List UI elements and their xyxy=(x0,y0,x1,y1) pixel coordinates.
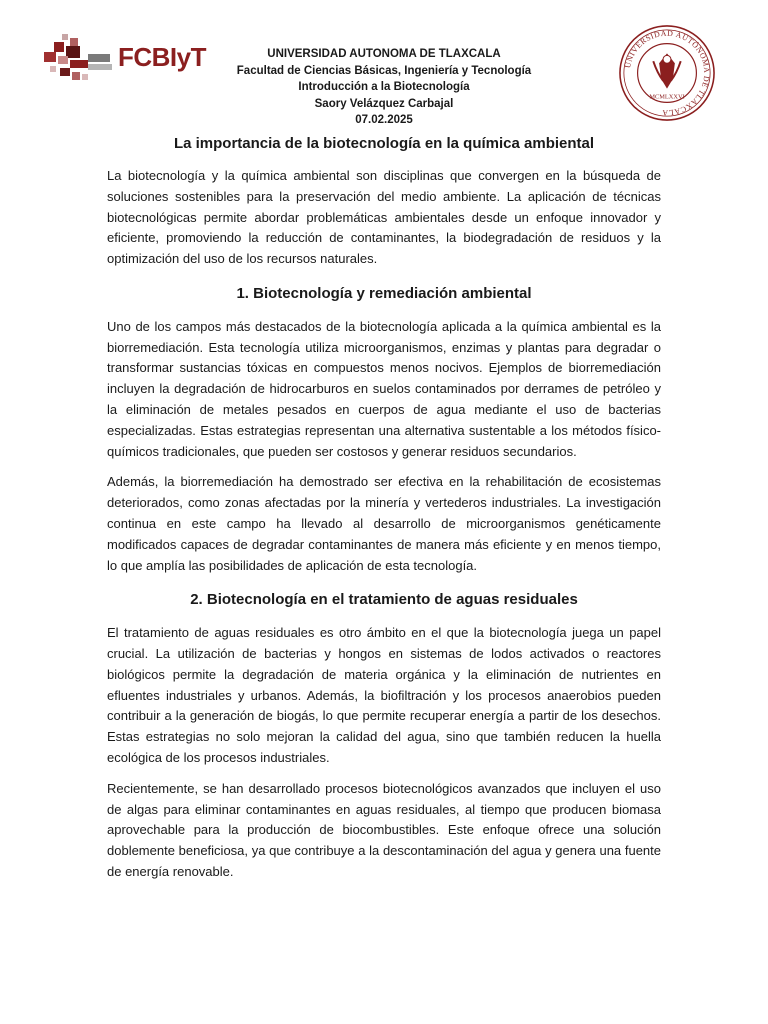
header-faculty: Facultad de Ciencias Básicas, Ingeniería y Tecnología xyxy=(236,64,532,77)
section-2-paragraph-2: Recientemente, se han desarrollado procesos biotecnológicos avanzados que incluyen el uso de algas para eliminar contaminantes en aguas residuales, al tiempo que producen biomasa aprovechable para la producción de biocombustibles. Este enfoque ofrece una solución doblemente beneficiosa, ya que contribuye a la descontaminación del agua y genera una fuente de energía renovable. xyxy=(107,780,661,879)
intro-paragraph: La biotecnología y la química ambiental son disciplinas que convergen en la búsqueda de soluciones sostenibles para la preservación del medio ambiente. La aplicación de técnicas biotecnológicas permite abordar problemáticas ambientales desde un enfoque innovador y eficiente, promoviendo la reducción de contaminantes, la biodegradación de residuos y la optimización del uso de los recursos naturales. xyxy=(107,168,661,267)
seal-text: UNIVERSIDAD AUTÓNOMA DE TLAXCALA xyxy=(623,28,712,118)
section-1-paragraph-1: Uno de los campos más destacados de la biotecnología aplicada a la química ambiental es la biorremediación. Esta tecnología utiliza microorganismos, enzimas y plantas para degradar o transformar sustancias tóxicas en compuestos menos nocivos. Ejemplos de biorremediación incluyen la degradación de hidrocarburos en suelos contaminados por derrames de petróleo y la eliminación de metales pesados en cuerpos de agua mediante el uso de bacterias especializadas. Estas estrategias representan una alternativa sustentable a los métodos físico-químicos tradicionales, que pueden ser costosos y generar residuos secundarios. xyxy=(107,318,661,459)
section-heading-2: 2. Biotecnología en el tratamiento de aguas residuales xyxy=(190,591,578,609)
document-header xyxy=(200,46,568,129)
header-author: Saory Velázquez Carbajal xyxy=(314,97,454,110)
section-2-paragraph-1: El tratamiento de aguas residuales es otro ámbito en el que la biotecnología juega un papel crucial. La utilización de bacterias y hongos en sistemas de lodos activados o reactores biológicos permite la degradación de materia orgánica y la eliminación de nutrientes en efluentes industriales y urbanos. Además, la biofiltración y los procesos anaerobios pueden contribuir a la generación de biogás, lo que permite recuperar energía a partir de los desechos. Estas estrategias no solo mejoran la calidad del agua, sino que también reducen la huella ecológica de los procesos industriales. xyxy=(107,625,661,765)
logo-text: FCBIyT xyxy=(118,42,206,72)
fcbiyt-logo xyxy=(44,34,204,84)
section-heading-1: 1. Biotecnología y remediación ambiental xyxy=(236,284,532,302)
document-title: La importancia de la biotecnología en la química ambiental xyxy=(173,135,595,152)
document-body xyxy=(107,166,661,893)
header-university: UNIVERSIDAD AUTONOMA DE TLAXCALA xyxy=(267,48,501,60)
header-course: Introducción a la Biotecnología xyxy=(298,81,470,93)
university-seal-icon xyxy=(618,24,716,122)
logo-mosaic-icon xyxy=(44,34,114,84)
section-1-paragraph-2: Además, la biorremediación ha demostrado ser efectiva en la rehabilitación de ecosistemas deteriorados, como zonas afectadas por la minería y vertederos industriales. La investigación continua en este campo ha llevado al desarrollo de microorganismos genéticamente modificados capaces de degradar contaminantes de manera más eficiente y en menos tiempo, lo que amplía las posibilidades de aplicación de esta tecnología. xyxy=(107,474,661,573)
header-date: 07.02.2025 xyxy=(355,114,413,126)
seal-year: MCMLXXVI xyxy=(649,93,685,101)
